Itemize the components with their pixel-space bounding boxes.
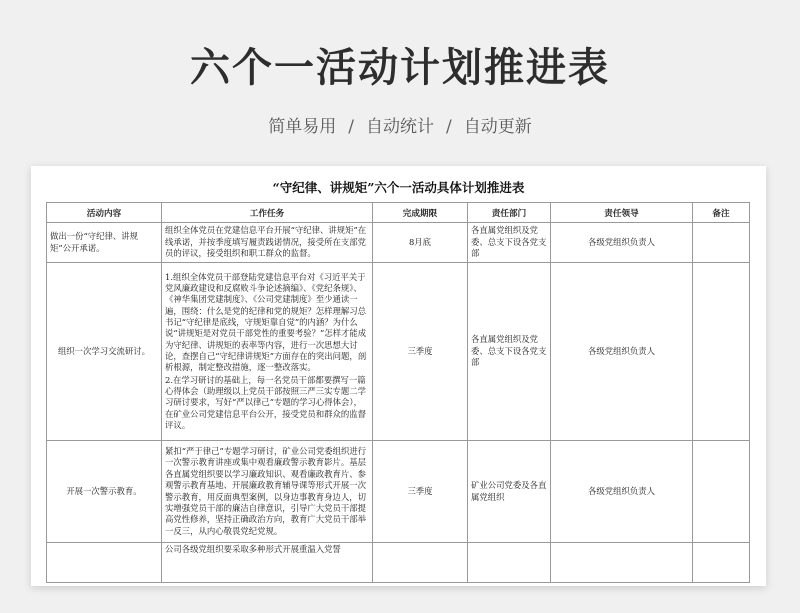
task-paragraph: 1.组织全体党员干部登陆党建信息平台对《习近平关于党风廉政建设和反腐败斗争论述摘编》、《党纪条规》、《神华集团党建制度》、《公司党建制度》至少通读一遍，围绕：什么是党的纪律和党的规矩？怎样理解习总书记“守纪律是底线，守规矩靠自觉”的内涵？为什么说“讲规矩是对党员干部党性的重要考验？”怎样才能成为守纪律、讲规矩的表率等内容，进行一次思想大讨论，查摆自己“守纪律讲规矩”方面存在的突出问题，剖析根源，制定整改措施，逐一整改落实。: [165, 271, 367, 373]
cell-leader: [551, 543, 693, 583]
column-header-content: 活动内容: [47, 203, 162, 223]
cell-task: [162, 263, 373, 441]
task-paragraph: 2.在学习研讨的基础上，每一名党员干部都要撰写一篇心得体会（助理级以上党员干部按照三严三实专题二学习研讨要求，写好“严以律己”专题的学习心得体会），在矿业公司党建信息平台公开，接受党员和群众的监督评议。: [165, 374, 366, 431]
table-row: [47, 543, 750, 583]
cell-content: 开展一次警示教育。: [47, 441, 162, 543]
subtitle-item-update: 自动更新: [463, 117, 532, 137]
cell-department: 各直属党组织及党委、总支下设各党支部: [468, 263, 551, 441]
cell-leader: 各级党组织负责人: [551, 441, 693, 543]
cell-task: 组织全体党员在党建信息平台开展“守纪律、讲规矩”在线承诺，并按季度填写履责践诺情况，接受所在支部党员的评议，接受组织和职工群众的监督。: [162, 223, 373, 263]
cell-note: [693, 543, 750, 583]
cell-department: 矿业公司党委及各直属党组织: [468, 441, 551, 543]
cell-note: [693, 263, 750, 441]
subtitle-item-stats: 自动统计: [366, 117, 434, 137]
column-header-deadline: 完成期限: [373, 203, 468, 223]
cell-department: [468, 543, 551, 583]
cell-deadline: 三季度: [373, 263, 468, 441]
plan-table: [46, 202, 750, 583]
spreadsheet-preview: [31, 166, 766, 586]
cell-task: 公司各级党组织要采取多种形式开展重温入党誓: [162, 543, 373, 583]
cell-deadline: 8月底: [373, 223, 468, 263]
cell-deadline: [373, 543, 468, 583]
cell-deadline: 三季度: [373, 441, 468, 543]
column-header-task: 工作任务: [162, 203, 373, 223]
cell-department: 各直属党组织及党委、总支下设各党支部: [468, 223, 551, 263]
cell-note: [693, 441, 750, 543]
page-title: 六个一活动计划推进表: [190, 45, 610, 91]
column-header-leader: 责任领导: [551, 203, 693, 223]
column-header-note: 备注: [693, 203, 750, 223]
cell-task: 紧扣“严于律己”专题学习研讨，矿业公司党委组织进行一次警示教育讲座或集中观看廉政警示教育影片。基层各直属党组织要以学习廉政知识、观看廉政教育片、参观警示教育基地、开展廉政教育辅导课等形式开展一次警示教育，用反面典型案例，以身边事教育身边人，切实增强党员干部的廉洁自律意识，引导广大党员干部提高党性修养，坚持正确政治方向，教育广大党员干部举一反三，从内心敬畏党纪党规。: [162, 441, 373, 543]
sheet-title: “守纪律、讲规矩”六个一活动具体计划推进表: [272, 180, 525, 195]
table-row: [47, 223, 750, 263]
subtitle: [0, 112, 800, 137]
subtitle-item-easy: 简单易用: [268, 117, 337, 137]
table-header-row: [47, 203, 750, 223]
cell-content: [47, 543, 162, 583]
column-header-department: 责任部门: [468, 203, 551, 223]
cell-content: 做出一份“守纪律、讲规矩”公开承诺。: [47, 223, 162, 263]
table-row: [47, 441, 750, 543]
subtitle-separator: /: [446, 117, 452, 137]
cell-content: 组织一次学习交流研讨。: [47, 263, 162, 441]
subtitle-separator: /: [348, 117, 354, 137]
cell-note: [693, 223, 750, 263]
cell-leader: 各级党组织负责人: [551, 263, 693, 441]
cell-leader: 各级党组织负责人: [551, 223, 693, 263]
table-row: [47, 263, 750, 441]
